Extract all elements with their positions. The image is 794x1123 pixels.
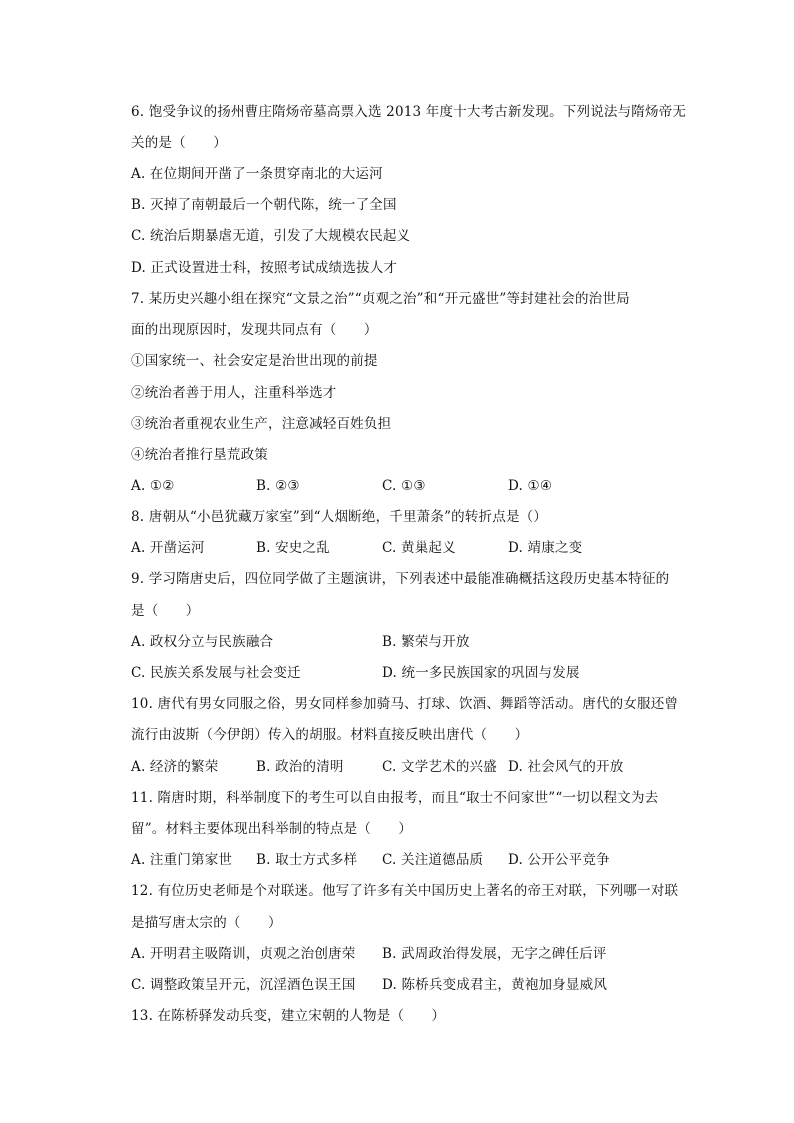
- q11-option-a: A. 注重门第家世: [131, 852, 233, 868]
- q8-option-b: B. 安史之乱: [256, 540, 330, 556]
- q8-option-a: A. 开凿运河: [131, 540, 205, 556]
- q10-option-b: B. 政治的清明: [256, 759, 344, 775]
- q11-option-c: C. 关注道德品质: [382, 852, 484, 868]
- q6-stem-line2: 关的是（ ）: [131, 135, 227, 151]
- q7-statement-1: ①国家统一、社会安定是治世出现的前提: [131, 353, 378, 369]
- q7-option-d: D. ①④: [508, 478, 553, 494]
- q9-stem-line1: 9. 学习隋唐史后，四位同学做了主题演讲，下列表述中最能准确概括这段历史基本特征的: [131, 571, 670, 587]
- q7-stem-line2: 面的出现原因时，发现共同点有（ ）: [131, 322, 378, 338]
- q9-option-b: B. 繁荣与开放: [382, 634, 470, 650]
- q7-option-b: B. ②③: [256, 478, 300, 494]
- q12-stem-line2: 是描写唐太宗的（ ）: [131, 915, 282, 931]
- q12-option-a: A. 开明君主吸隋训，贞观之治创唐荣: [131, 946, 356, 962]
- q8-stem: 8. 唐朝从“小邑犹藏万家室”到“人烟断绝，千里萧条”的转折点是（）: [131, 509, 548, 525]
- q7-statement-4: ④统治者推行垦荒政策: [131, 447, 268, 463]
- q11-stem-line2: 留”。材料主要体现出科举制的特点是（ ）: [131, 821, 413, 837]
- q6-option-d: D. 正式设置进士科，按照考试成绩选拔人才: [131, 260, 398, 276]
- q9-option-a: A. 政权分立与民族融合: [131, 634, 274, 650]
- q12-option-b: B. 武周政治得发展，无字之碑任后评: [382, 946, 607, 962]
- q11-stem-line1: 11. 隋唐时期，科举制度下的考生可以自由报考，而且“取士不问家世”“一切以程文为去: [131, 790, 659, 806]
- q10-stem-line1: 10. 唐代有男女同服之俗，男女同样参加骑马、打球、饮酒、舞蹈等活动。唐代的女服还曾: [131, 696, 679, 712]
- q12-option-c: C. 调整政策呈开元，沉淫酒色误王国: [131, 977, 356, 993]
- q9-option-d: D. 统一多民族国家的巩固与发展: [382, 665, 580, 681]
- q6-option-b: B. 灭掉了南朝最后一个朝代陈，统一了全国: [131, 197, 397, 213]
- q7-option-c: C. ①③: [382, 478, 426, 494]
- q13-stem: 13. 在陈桥驿发动兵变，建立宋朝的人物是（ ）: [131, 1008, 446, 1024]
- q8-option-d: D. 靖康之变: [508, 540, 583, 556]
- q7-option-a: A. ①②: [131, 478, 175, 494]
- q12-stem-line1: 12. 有位历史老师是个对联迷。他写了许多有关中国历史上著名的帝王对联，下列哪一对联: [131, 883, 679, 899]
- q12-option-d: D. 陈桥兵变成君主，黄袍加身显威风: [382, 977, 608, 993]
- q7-stem-line1: 7. 某历史兴趣小组在探究“文景之治”“贞观之治”和“开元盛世”等封建社会的治世局: [131, 291, 630, 307]
- q6-option-c: C. 统治后期暴虐无道，引发了大规模农民起义: [131, 228, 411, 244]
- q7-statement-2: ②统治者善于用人，注重科举选才: [131, 385, 337, 401]
- q10-option-a: A. 经济的繁荣: [131, 759, 219, 775]
- q9-option-c: C. 民族关系发展与社会变迁: [131, 665, 301, 681]
- q10-option-c: C. 文学艺术的兴盛: [382, 759, 497, 775]
- q9-stem-line2: 是（ ）: [131, 603, 200, 619]
- q11-option-b: B. 取士方式多样: [256, 852, 358, 868]
- q10-option-d: D. 社会风气的开放: [508, 759, 624, 775]
- q6-option-a: A. 在位期间开凿了一条贯穿南北的大运河: [131, 166, 383, 182]
- q11-option-d: D. 公开公平竞争: [508, 852, 610, 868]
- q8-option-c: C. 黄巢起义: [382, 540, 456, 556]
- q7-statement-3: ③统治者重视农业生产，注意减轻百姓负担: [131, 416, 392, 432]
- q6-stem-line1: 6. 饱受争议的扬州曹庄隋炀帝墓高票入选 2013 年度十大考古新发现。下列说法与隋炀帝无: [131, 104, 687, 120]
- q10-stem-line2: 流行由波斯（今伊朗）传入的胡服。材料直接反映出唐代（ ）: [131, 727, 529, 743]
